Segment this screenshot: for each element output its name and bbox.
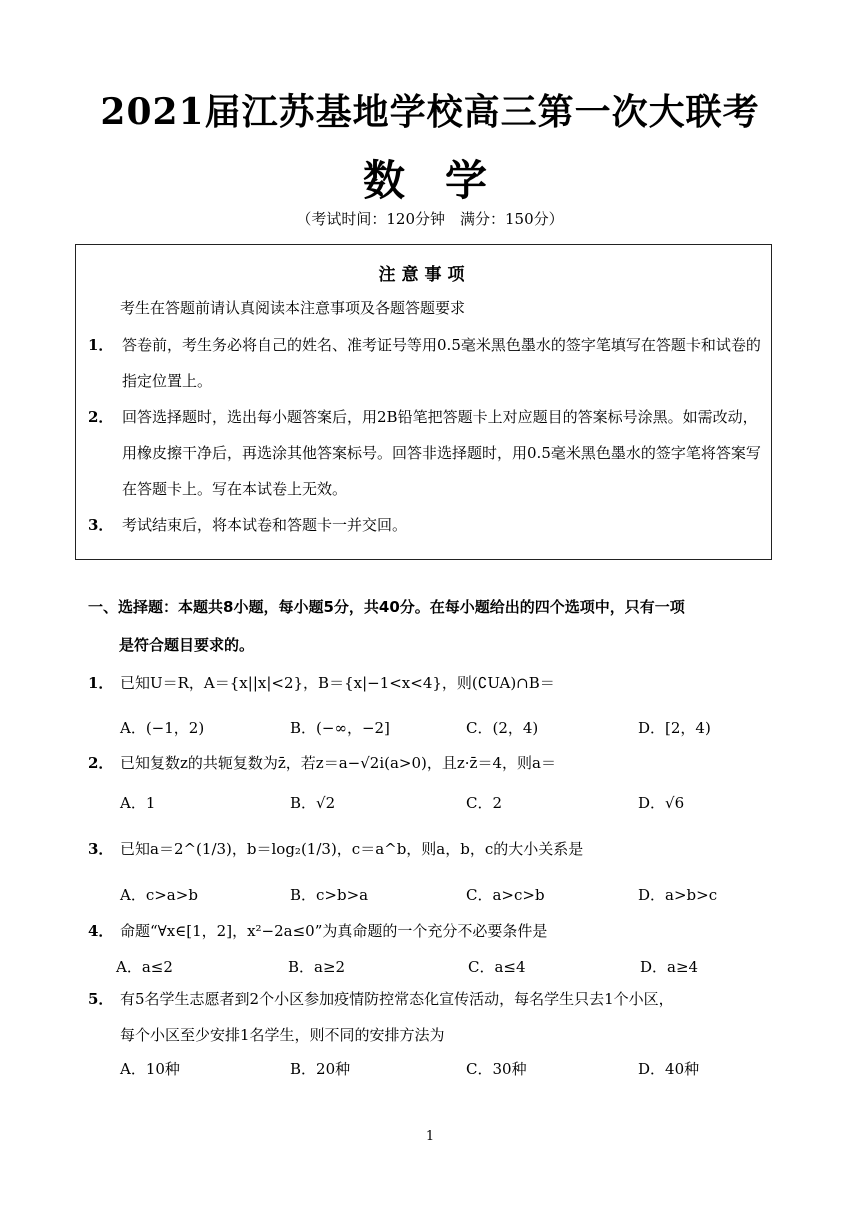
exam-title: 2021届江苏基地学校高三第一次大联考 xyxy=(100,91,760,133)
option-d: D．[2，4) xyxy=(638,719,711,737)
exam-info: （考试时间：120分钟 满分：150分） xyxy=(296,210,564,228)
question-1 xyxy=(88,672,788,742)
question-5 xyxy=(88,988,788,1088)
notice-item-number: 2． xyxy=(88,408,114,426)
question-stem-continued: 每个小区至少安排1名学生，则不同的安排方法为 xyxy=(120,1026,445,1044)
question-3 xyxy=(88,838,788,908)
question-number: 5． xyxy=(88,990,114,1008)
option-b: B．20种 xyxy=(290,1060,351,1078)
option-a: A．a≤2 xyxy=(116,958,173,976)
question-number: 1． xyxy=(88,674,114,692)
question-stem: 已知a＝2^(1/3)，b＝log₂(1/3)，c＝a^b，则a，b，c的大小关系是 xyxy=(120,840,584,858)
subject-title: 数学 xyxy=(362,156,527,205)
option-c: C．30种 xyxy=(466,1060,527,1078)
section-heading xyxy=(88,588,788,664)
notice-item-text: 考试结束后，将本试卷和答题卡一并交回。 xyxy=(122,516,408,534)
notice-box xyxy=(75,244,772,560)
option-a: A．1 xyxy=(120,794,156,812)
notice-item-number: 1． xyxy=(88,336,114,354)
option-d: D．40种 xyxy=(638,1060,700,1078)
section-heading-line1: 一、选择题：本题共8小题，每小题5分，共40分。在每小题给出的四个选项中，只有一项 xyxy=(88,598,685,616)
question-stem: 命题“∀x∈[1，2]，x²−2a≤0”为真命题的一个充分不必要条件是 xyxy=(120,922,548,940)
notice-subtitle: 考生在答题前请认真阅读本注意事项及各题答题要求 xyxy=(120,299,466,317)
question-number: 4． xyxy=(88,922,114,940)
notice-item-number: 3． xyxy=(88,516,114,534)
notice-item-text: 回答选择题时，选出每小题答案后，用2B铅笔把答题卡上对应题目的答案标号涂黑。如需改动，用橡皮擦干净后，再选涂其他答案标号。回答非选择题时，用0.5毫米黑色墨水的签字笔将答案写在答题卡上。写在本试卷上无效。 xyxy=(122,408,761,498)
notice-item xyxy=(86,507,766,543)
option-b: B．a≥2 xyxy=(288,958,346,976)
option-b: B．√2 xyxy=(290,794,336,812)
notice-title: 注意事项 xyxy=(378,265,471,285)
question-4 xyxy=(88,920,788,980)
option-d: D．a≥4 xyxy=(640,958,699,976)
question-stem: 已知复数z的共轭复数为z̄，若z＝a−√2i(a>0)，且z·z̄＝4，则a＝ xyxy=(120,754,556,772)
option-a: A．10种 xyxy=(120,1060,180,1078)
question-number: 2． xyxy=(88,754,114,772)
question-stem: 有5名学生志愿者到2个小区参加疫情防控常态化宣传活动，每名学生只去1个小区， xyxy=(120,990,674,1008)
question-2 xyxy=(88,752,788,822)
notice-item xyxy=(86,327,766,399)
notice-item-text: 答卷前，考生务必将自己的姓名、准考证号等用0.5毫米黑色墨水的签字笔填写在答题卡和试卷的指定位置上。 xyxy=(122,336,761,390)
option-c: C．a≤4 xyxy=(468,958,526,976)
notice-item xyxy=(86,399,766,507)
section-heading-line2: 是符合题目要求的。 xyxy=(119,636,255,654)
option-c: C．2 xyxy=(466,794,503,812)
option-c: C．a>c>b xyxy=(466,886,545,904)
option-c: C．(2，4) xyxy=(466,719,539,737)
option-a: A．c>a>b xyxy=(120,886,198,904)
option-d: D．a>b>c xyxy=(638,886,718,904)
option-a: A．(−1，2) xyxy=(120,719,205,737)
question-number: 3． xyxy=(88,840,114,858)
page-number: 1 xyxy=(425,1129,435,1144)
option-d: D．√6 xyxy=(638,794,685,812)
option-b: B．c>b>a xyxy=(290,886,369,904)
question-stem: 已知U＝R，A＝{x||x|<2}，B＝{x|−1<x<4}，则(∁UA)∩B＝ xyxy=(120,674,555,692)
option-b: B．(−∞，−2] xyxy=(290,719,390,737)
